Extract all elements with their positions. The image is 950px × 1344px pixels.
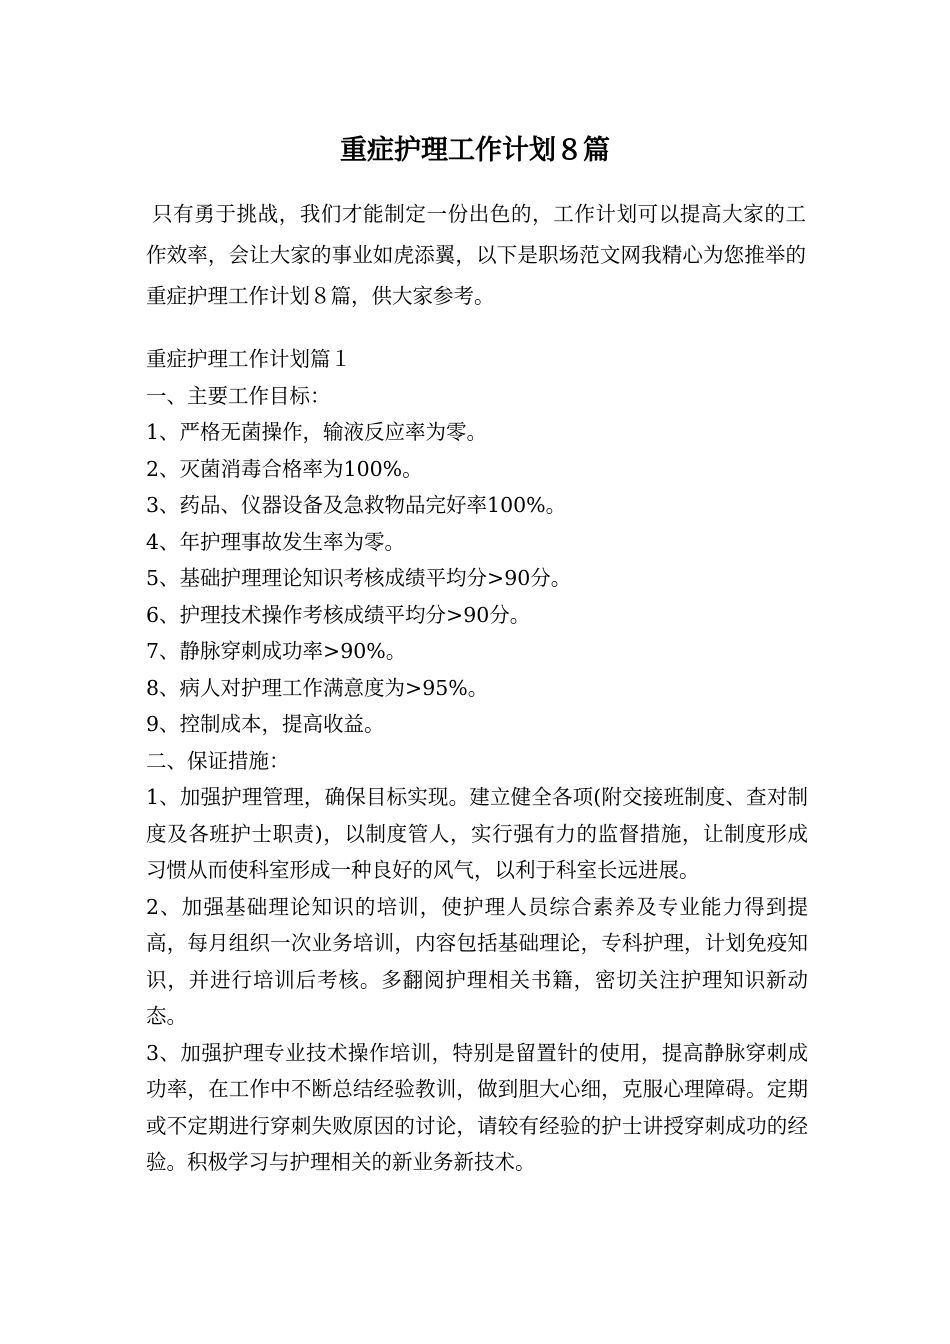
goal-item: 5、基础护理理论知识考核成绩平均分>90分。 — [146, 566, 572, 590]
measure-paragraph: 3、加强护理专业技术操作培训，特别是留置针的使用，提高静脉穿刺成功率，在工作中不断总结经验教训，做到胆大心细，克服心理障碍。定期或不定期进行穿刺失败原因的讨论，请较有经验的护士讲授穿刺成功的经验。积极学习与护理相关的新业务新技术。 — [146, 1040, 808, 1174]
intro-paragraph: 只有勇于挑战，我们才能制定一份出色的，工作计划可以提高大家的工作效率，会让大家的事业如虎添翼，以下是职场范文网我精心为您推举的重症护理工作计划８篇，供大家参考。 — [146, 202, 806, 308]
measures-heading: 二、保证措施： — [146, 748, 290, 773]
goal-item: 9、控制成本，提高收益。 — [146, 712, 385, 736]
goal-item: 8、病人对护理工作满意度为>95%。 — [146, 675, 489, 700]
goal-item: 7、静脉穿刺成功率>90%。 — [146, 639, 407, 663]
goal-item: 1、严格无菌操作，输液反应率为零。 — [146, 420, 488, 444]
goal-item: 4、年护理事故发生率为零。 — [146, 529, 406, 554]
goal-item: 6、护理技术操作考核成绩平均分>90分。 — [146, 602, 531, 627]
section-heading: 重症护理工作计划篇１ — [146, 347, 351, 371]
measure-paragraph: 1、加强护理管理，确保目标实现。建立健全各项(附交接班制度、查对制度及各班护士职责)，以制度管人，实行强有力的监督措施，让制度形成习惯从而使科室形成一种良好的风气，以利于科室长远进展。 — [146, 785, 808, 882]
measure-paragraph: 2、加强基础理论知识的培训，使护理人员综合素养及专业能力得到提高，每月组织一次业务培训，内容包括基础理论，专科护理，计划免疫知识，并进行培训后考核。多翻阅护理相关书籍，密切关注护理知识新动态。 — [146, 894, 808, 1028]
goal-item: 3、药品、仪器设备及急救物品完好率100%。 — [146, 493, 567, 517]
goal-item: 2、灭菌消毒合格率为100%。 — [146, 456, 423, 481]
document-body — [146, 341, 808, 1181]
document-title: 重症护理工作计划８篇 — [340, 135, 610, 166]
goals-heading: 一、主要工作目标： — [146, 383, 331, 408]
